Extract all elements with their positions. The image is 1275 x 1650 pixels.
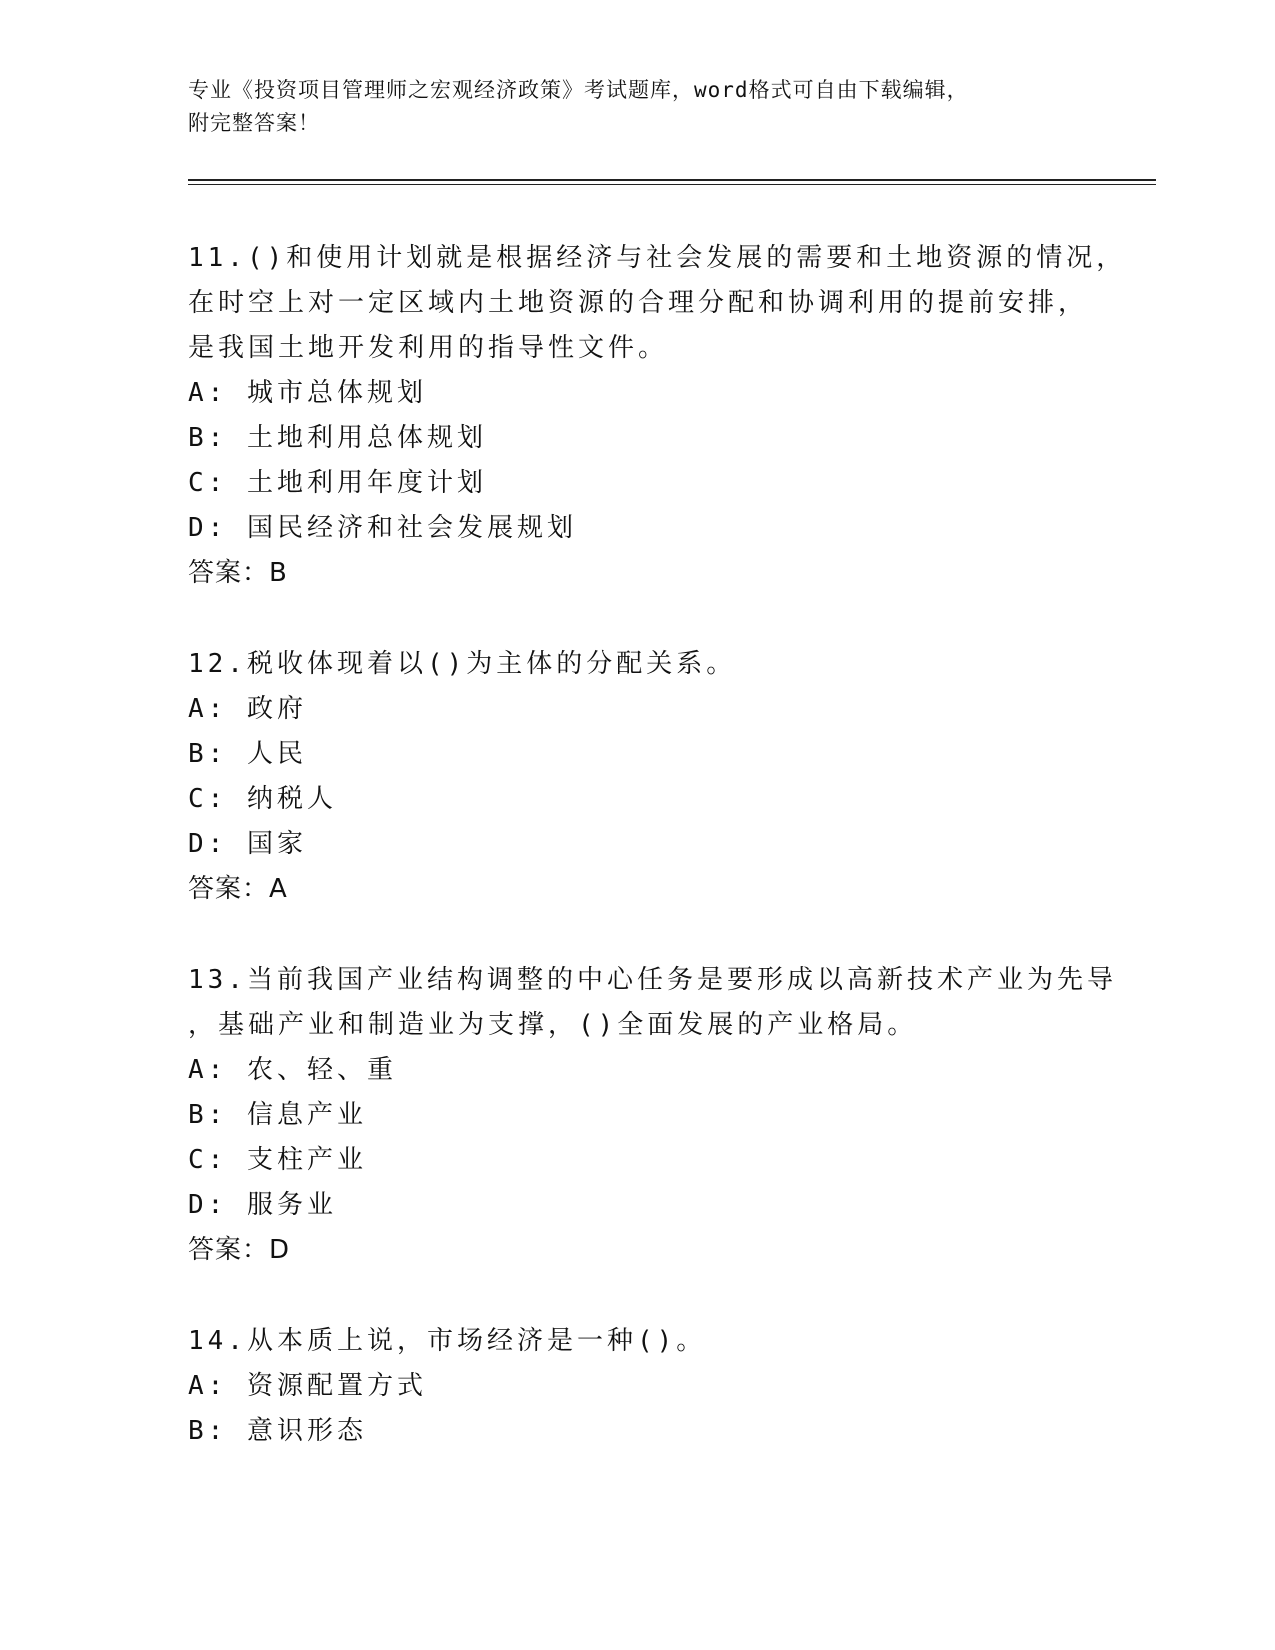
answer-line: 答案：A <box>188 874 288 904</box>
header-line-2: 附完整答案！ <box>188 111 320 135</box>
option-d: D: 国民经济和社会发展规划 <box>188 513 577 543</box>
option-b: B: 人民 <box>188 739 307 769</box>
option-a: A: 农、轻、重 <box>188 1055 397 1085</box>
option-b: B: 意识形态 <box>188 1416 367 1446</box>
header-divider <box>188 179 1156 185</box>
option-d: D: 服务业 <box>188 1190 337 1220</box>
question-13 <box>188 958 1117 1273</box>
answer-line: 答案：D <box>188 1235 291 1265</box>
option-b: B: 信息产业 <box>188 1100 367 1130</box>
option-a: A: 资源配置方式 <box>188 1371 427 1401</box>
option-d: D: 国家 <box>188 829 307 859</box>
question-list <box>188 236 1127 1500</box>
option-b: B: 土地利用总体规划 <box>188 423 487 453</box>
option-c: C: 土地利用年度计划 <box>188 468 487 498</box>
answer-line: 答案：B <box>188 558 288 588</box>
question-stem-line: 是我国土地开发利用的指导性文件。 <box>188 333 669 363</box>
option-a: A: 政府 <box>188 694 307 724</box>
question-14 <box>188 1319 1088 1454</box>
option-a: A: 城市总体规划 <box>188 378 427 408</box>
document-header <box>188 74 1088 140</box>
question-stem-line: 在时空上对一定区域内土地资源的合理分配和协调利用的提前安排， <box>188 288 1089 318</box>
question-stem-line: 11.()和使用计划就是根据经济与社会发展的需要和土地资源的情况， <box>188 243 1127 273</box>
option-c: C: 纳税人 <box>188 784 337 814</box>
question-stem-line: 13.当前我国产业结构调整的中心任务是要形成以高新技术产业为先导 <box>188 965 1117 995</box>
question-stem-line: 14.从本质上说，市场经济是一种()。 <box>188 1326 707 1356</box>
option-c: C: 支柱产业 <box>188 1145 367 1175</box>
question-stem-line: 12.税收体现着以()为主体的分配关系。 <box>188 649 737 679</box>
question-stem-line: ，基础产业和制造业为支撑，()全面发展的产业格局。 <box>188 1010 918 1040</box>
question-11 <box>188 236 1127 596</box>
question-12 <box>188 642 1088 912</box>
header-line-1: 专业《投资项目管理师之宏观经济政策》考试题库，word格式可自由下载编辑， <box>188 78 969 102</box>
